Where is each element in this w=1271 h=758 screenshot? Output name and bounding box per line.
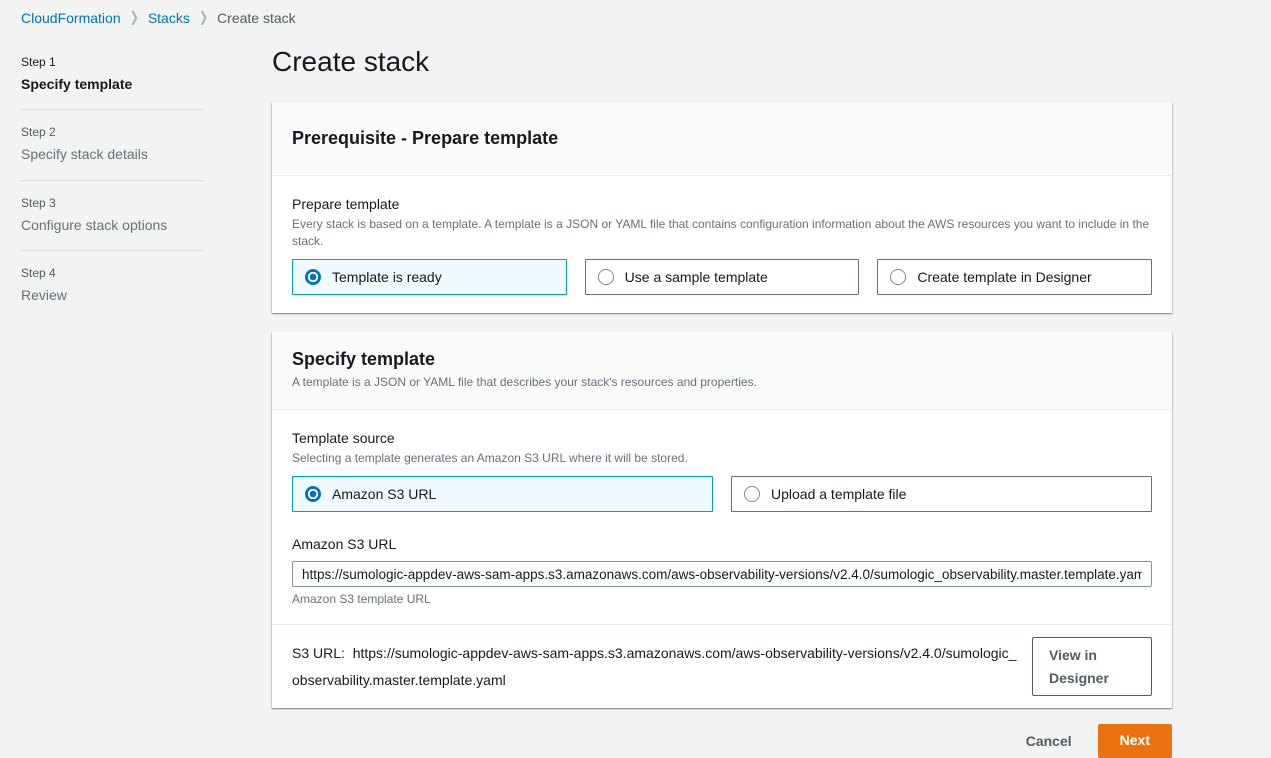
page-title: Create stack bbox=[272, 46, 430, 77]
step-item-review bbox=[21, 265, 203, 305]
radio-icon bbox=[890, 269, 906, 285]
step-number: Step 1 bbox=[21, 55, 56, 69]
cancel-button[interactable]: Cancel bbox=[1025, 732, 1072, 749]
step-label: Specify template bbox=[21, 75, 133, 92]
radio-tile-use-sample-template[interactable] bbox=[585, 259, 860, 295]
prerequisite-card-body bbox=[272, 176, 1172, 312]
radio-tile-template-is-ready[interactable] bbox=[292, 259, 567, 295]
specify-template-card-title: Specify template bbox=[292, 348, 436, 369]
s3-url-field bbox=[292, 535, 1152, 607]
specify-template-card-footer bbox=[272, 624, 1172, 708]
specify-template-card-body bbox=[272, 410, 1172, 624]
step-label: Configure stack options bbox=[21, 216, 168, 233]
prepare-template-description: Every stack is based on a template. A template is a JSON or YAML file that contains configuration information about the AWS resources you want to include in the stack. bbox=[292, 216, 1150, 248]
radio-tile-amazon-s3-url[interactable] bbox=[292, 476, 713, 512]
prepare-template-options bbox=[292, 259, 1152, 295]
breadcrumb-stacks[interactable]: Stacks bbox=[147, 10, 190, 26]
step-item-specify-template bbox=[21, 54, 203, 94]
prerequisite-card-title: Prerequisite - Prepare template bbox=[292, 127, 559, 148]
prerequisite-card bbox=[272, 102, 1172, 313]
chevron-right-icon bbox=[130, 11, 139, 25]
prerequisite-card-header bbox=[272, 102, 1172, 177]
step-label: Specify stack details bbox=[21, 146, 148, 163]
breadcrumb-current: Create stack bbox=[217, 10, 296, 26]
prepare-template-label: Prepare template bbox=[292, 196, 400, 213]
step-item-configure-stack-options bbox=[21, 195, 203, 235]
breadcrumb bbox=[21, 11, 296, 25]
wizard-step-nav bbox=[21, 54, 203, 306]
radio-tile-label: Use a sample template bbox=[624, 268, 768, 285]
radio-tile-label: Amazon S3 URL bbox=[332, 485, 437, 502]
template-source-description: Selecting a template generates an Amazon S3 URL where it will be stored. bbox=[292, 450, 688, 465]
next-button[interactable]: Next bbox=[1098, 724, 1172, 758]
step-item-specify-stack-details bbox=[21, 124, 203, 164]
s3-url-summary-label: S3 URL: bbox=[292, 644, 345, 661]
chevron-right-icon bbox=[199, 11, 208, 25]
step-number: Step 4 bbox=[21, 266, 56, 281]
specify-template-card-header bbox=[272, 332, 1172, 411]
radio-tile-label: Upload a template file bbox=[771, 485, 907, 502]
template-source-options bbox=[292, 476, 1152, 512]
divider bbox=[21, 109, 203, 110]
radio-selected-icon bbox=[305, 486, 321, 502]
radio-icon bbox=[598, 269, 614, 285]
radio-tile-label: Template is ready bbox=[332, 268, 442, 285]
s3-url-input[interactable] bbox=[292, 561, 1152, 587]
s3-url-summary-value: https://sumologic-appdev-aws-sam-apps.s3.amazonaws.com/aws-observability-versions/v2.4.0/sumologic_observability.master.template.yaml bbox=[292, 644, 1017, 688]
divider bbox=[21, 180, 203, 181]
radio-tile-label: Create template in Designer bbox=[917, 268, 1092, 285]
divider bbox=[21, 250, 203, 251]
step-number: Step 3 bbox=[21, 195, 56, 210]
specify-template-card-description: A template is a JSON or YAML file that describes your stack's resources and properties. bbox=[292, 375, 757, 390]
specify-template-card bbox=[272, 332, 1172, 708]
template-source-label: Template source bbox=[292, 430, 395, 447]
main-content bbox=[272, 45, 1172, 758]
s3-url-input-helper: Amazon S3 template URL bbox=[292, 592, 431, 607]
view-in-designer-button[interactable]: View in Designer bbox=[1032, 637, 1152, 696]
radio-tile-create-template-in-designer[interactable] bbox=[877, 259, 1152, 295]
radio-tile-upload-template-file[interactable] bbox=[731, 476, 1152, 512]
breadcrumb-cloudformation[interactable]: CloudFormation bbox=[21, 10, 121, 26]
radio-icon bbox=[744, 486, 760, 502]
step-number: Step 2 bbox=[21, 125, 56, 140]
radio-selected-icon bbox=[305, 269, 321, 285]
s3-url-summary bbox=[292, 640, 1018, 694]
wizard-actions bbox=[272, 724, 1172, 758]
step-label: Review bbox=[21, 286, 67, 303]
s3-url-input-label: Amazon S3 URL bbox=[292, 535, 397, 552]
